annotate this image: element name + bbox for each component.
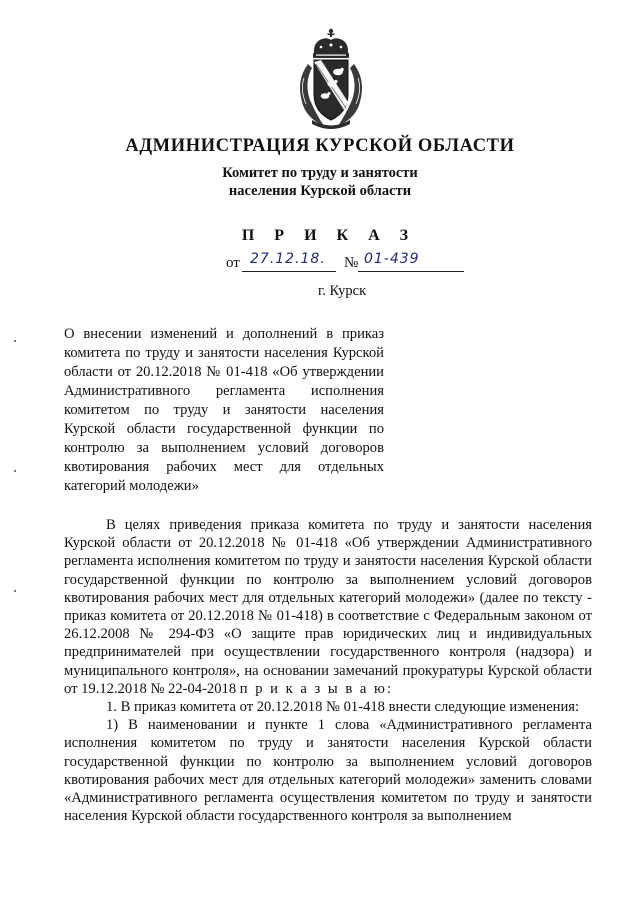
committee-name	[0, 164, 640, 200]
preamble-text: В целях приведения приказа комитета по труду и занятости населения Курской области от 20.12.2018 № 01-418 «Об утверждении Административного регламента исполнения комитетом по труду и занятости населения Курской области государственной функции по контролю за выполнением условий договоров квотирования рабочих мест для отдельных категорий молодежи» (далее по тексту - приказ комитета от 20.12.2018 № 01-418) в соответствие с Федеральным законом от 26.12.2008 № 294-ФЗ «О защите прав юридических лиц и индивидуальных предпринимателей при осуществлении государственного контроля (надзора) и муниципального контроля», на основании замечаний прокуратуры Курской области от 19.12.2018 № 22-04-2018	[64, 517, 592, 697]
order-action: п р и к а з ы в а ю:	[239, 680, 393, 697]
paragraph-subitem-1: 1) В наименовании и пункте 1 слова «Административного регламента исполнения комитетом по труду и занятости населения Курской области государственной функции по контролю за выполнением условий договоров квотирования рабочих мест для отдельных категорий молодежи» заменить словами «Административного регламента осуществления комитетом по труду и занятости населения Курской области государственного контроля за выполнением	[64, 717, 592, 825]
paragraph-item-1: 1. В приказ комитета от 20.12.2018 № 01-418 внести следующие изменения:	[106, 699, 580, 716]
city: г. Курск	[318, 283, 367, 299]
scan-mark	[14, 470, 16, 472]
committee-line-1: Комитет по труду и занятости	[222, 165, 418, 181]
date-prefix: от	[226, 255, 240, 271]
date-underline	[242, 271, 336, 272]
scan-mark	[14, 340, 16, 342]
paragraph-preamble	[64, 516, 592, 698]
organization-title: АДМИНИСТРАЦИЯ КУРСКОЙ ОБЛАСТИ	[125, 136, 515, 156]
number-prefix: №	[344, 255, 359, 271]
order-title: П Р И К А З	[241, 227, 417, 244]
order-subject: О внесении изменений и дополнений в приказ комитета по труду и занятости населения Курской области от 20.12.2018 № 01-418 «Об утверждении Административного регламента исполнения комитетом по труду и занятости населения Курской области государственной функции по контролю за выполнением условий договоров квотирования рабочих мест для отдельных категорий молодежи»	[64, 326, 384, 494]
order-date-number-line	[226, 252, 486, 274]
scan-mark	[14, 590, 16, 592]
order-body	[64, 516, 592, 825]
order-date: 27.12.18.	[250, 251, 326, 267]
number-underline	[358, 271, 464, 272]
order-number: 01-439	[364, 251, 420, 267]
committee-line-2: населения Курской области	[228, 183, 412, 199]
kursk-coat-of-arms-icon	[294, 28, 368, 132]
